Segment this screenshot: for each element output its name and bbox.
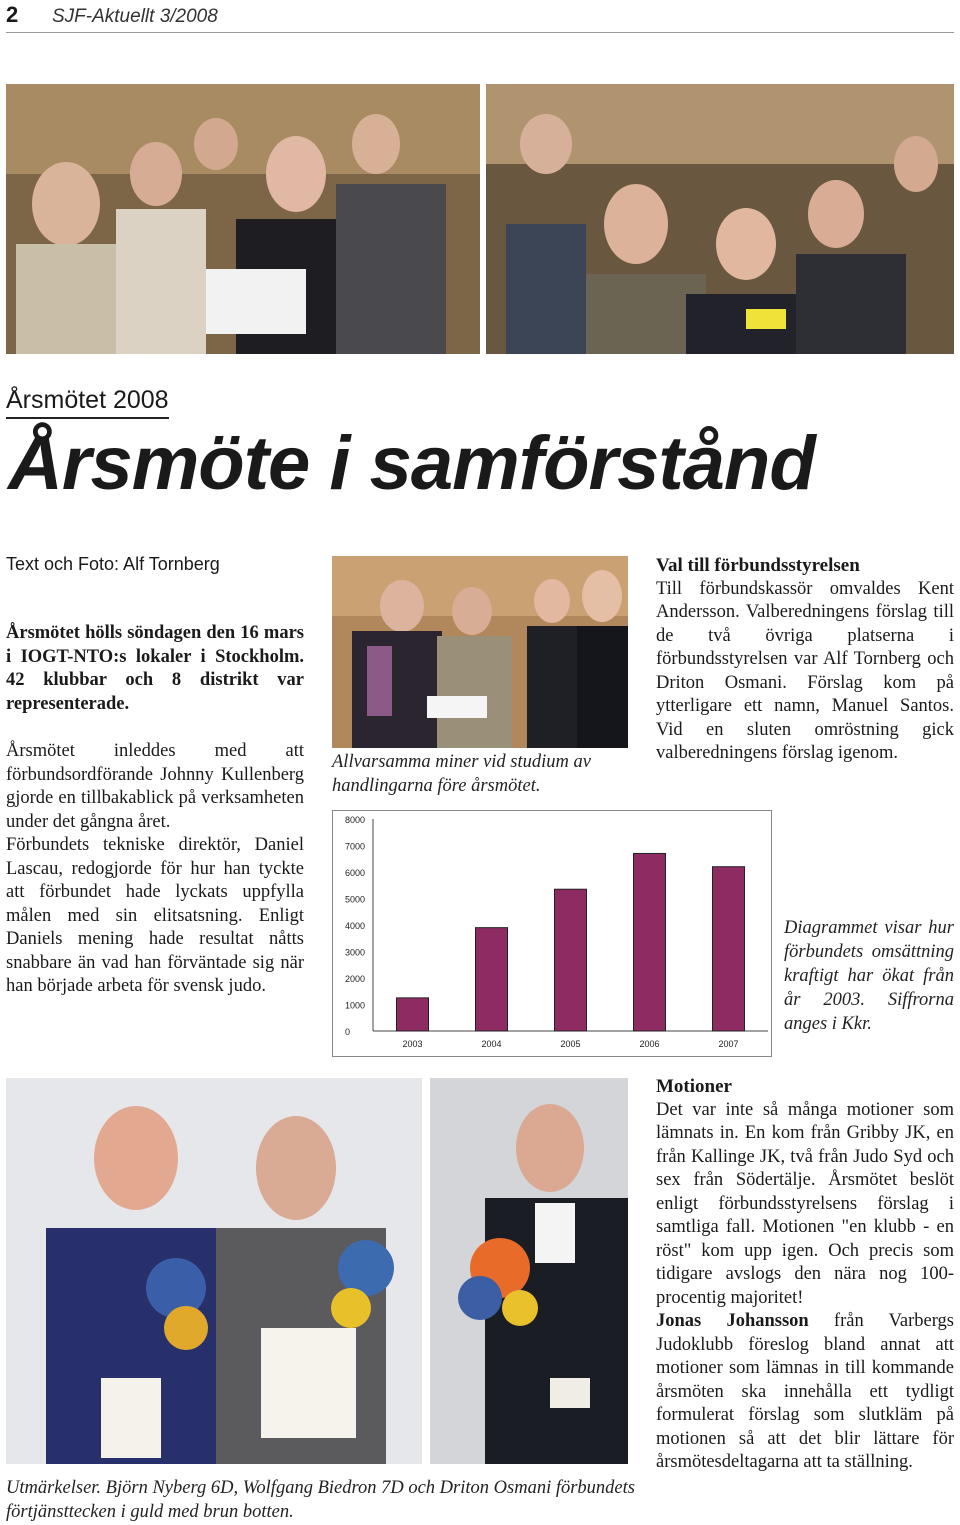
y-tick-label: 0: [345, 1027, 351, 1037]
award-photo-left: [6, 1078, 422, 1464]
paragraph-lascau: Förbundets tekniske direktör, Daniel Lascau, redogjorde för hur han tyckte att förbundet hade lyckats uppfylla målen med sin elitsatsning. Enligt Daniels mening hade resultat nåtts snabbare än vad han förväntade sig när han började arbeta för svensk judo.: [6, 835, 304, 996]
motions-section: [656, 1075, 954, 1475]
paragraph-intro: Årsmötet inleddes med att förbundsordförande Johnny Kullenberg gjorde en tillbakablick på verksamheten under det gångna året.: [6, 741, 304, 832]
x-tick-label: 2005: [560, 1039, 581, 1049]
officials-photo: [332, 556, 628, 748]
motions-heading: Motioner: [656, 1076, 732, 1097]
y-tick-label: 4000: [345, 921, 366, 931]
x-tick-label: 2004: [481, 1039, 502, 1049]
motions-text: Det var inte så många motioner som lämnats in. En kom från Gribby JK, en från Kallinge JK, två från Judo Syd och sex från Södertälje. Årsmötet beslöt enligt förbundsstyrelsens förslag i samtliga fall. Motionen "en klubb - en röst" kom upp igen. Och precis som tidigare avslogs den nära nog 100-procentig majoritet!: [656, 1099, 954, 1308]
audience-photo-right: [486, 84, 954, 354]
left-column: [6, 622, 304, 999]
bar-2003: [397, 998, 429, 1031]
board-election-text: Till förbundskassör omvaldes Kent Andersson. Valberedningens förslag till de två övriga platserna i förbundsstyrelsen var Alf Tornberg och Driton Osmani. Förslag kom på ytterligare ett namn, Manuel Santos. Vid en sluten omröstning gick valberedningens förslag igenom.: [656, 578, 954, 763]
y-tick-label: 2000: [345, 974, 366, 984]
award-photo-right: [430, 1078, 628, 1464]
revenue-chart-svg: [333, 811, 771, 1056]
lead-paragraph: Årsmötet hölls söndagen den 16 mars i IOGT-NTO:s lokaler i Stockholm. 42 klubbar och 8 distrikt var representerade.: [6, 623, 304, 714]
byline: Text och Foto: Alf Tornberg: [6, 554, 220, 574]
motions-person-name: Jonas Johansson: [656, 1311, 809, 1331]
header-rule: [6, 32, 954, 33]
caption-officials: Allvarsamma miner vid studium av handlingarna före årsmötet.: [332, 752, 591, 796]
x-tick-label: 2003: [402, 1039, 423, 1049]
y-tick-label: 3000: [345, 947, 366, 958]
headline: Årsmöte i samförstånd: [8, 421, 815, 506]
audience-photo-left: [6, 84, 480, 354]
caption-awards: Utmärkelser. Björn Nyberg 6D, Wolfgang Biedron 7D och Driton Osmani förbundets förtjänsttecken i guld med brun botten.: [6, 1478, 635, 1522]
issue-label: SJF-Aktuellt 3/2008: [52, 6, 218, 27]
x-tick-label: 2006: [639, 1039, 660, 1049]
board-election-section: [656, 554, 954, 766]
board-election-heading: Val till förbundsstyrelsen: [656, 555, 860, 576]
bar-2004: [476, 928, 508, 1031]
y-tick-label: 1000: [345, 1000, 366, 1011]
revenue-chart: [332, 810, 772, 1057]
x-tick-label: 2007: [718, 1039, 739, 1049]
motions-person-text: från Varbergs Judoklubb föreslog bland annat att motioner som lämnas in till kommande årsmöten ska innehålla ett tydligt formulerat förslag som slutkläm på motionen så att det blir lättare för årsmötesdeltagarna att ta ställning.: [656, 1311, 954, 1472]
y-tick-label: 5000: [345, 894, 366, 905]
y-tick-label: 8000: [345, 815, 366, 825]
y-tick-label: 6000: [345, 868, 366, 878]
motions-text-2: [656, 1310, 954, 1475]
kicker: Årsmötet 2008: [6, 386, 169, 419]
caption-chart: Diagrammet visar hur förbundets omsättning kraftigt har ökat från år 2003. Siffrorna anges i Kkr.: [784, 918, 954, 1034]
bar-2005: [555, 889, 587, 1031]
bar-2007: [713, 867, 745, 1031]
page-number: 2: [6, 2, 19, 27]
y-tick-label: 7000: [345, 841, 366, 852]
bar-2006: [634, 853, 666, 1031]
